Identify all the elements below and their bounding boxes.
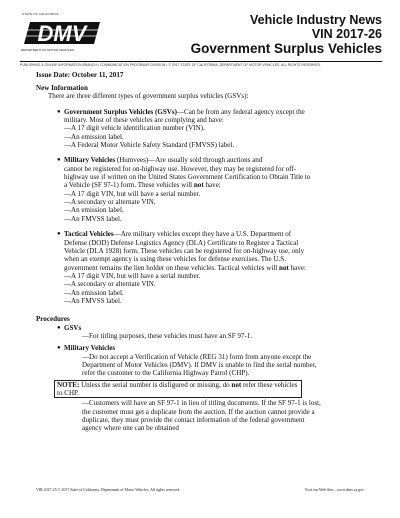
list-item: —An emission label. — [64, 288, 124, 297]
strapline: PUBLISHING & ONLINE INFORMATION BRANCH • COMMUNICATION PROGRAMS DIVISION • © 2017 STATE OF CALIFORNIA, DEPARTMENT OF MOTOR VEHICLES. ALL RIGHTS RESERVED. — [20, 63, 321, 67]
bullet-icon: ● — [57, 108, 61, 115]
list-item: —A 17 digit vehicle identification number (VIN). — [64, 124, 205, 133]
title-line-2: VIN 2017-26 — [311, 27, 382, 41]
proc-military-bullet: ● Military Vehicles — [57, 344, 116, 353]
logo-state-text: STATE OF CALIFORNIA — [22, 12, 59, 16]
proc-customer-text: —Customers will have an SF 97-1 in lieu of titling documents. If the SF 97-1 is lost, the customer must get a duplicate from the auction. If the auction cannot provide a duplicate, they must provide the contact information of the federal government agency where one can be obtained — [82, 399, 321, 433]
bullet-icon: ● — [57, 231, 61, 238]
list-item: —A Federal Motor Vehicle Safety Standard (FMVSS) label. — [64, 141, 235, 150]
proc-gsvs-bullet: ● GSVs — [57, 323, 82, 332]
title-line-3: Government Surplus Vehicles — [190, 41, 382, 56]
bullet-icon: ● — [57, 345, 61, 352]
new-info-intro: There are three different types of government surplus vehicles (GSVs): — [48, 92, 249, 101]
newsletter-titles — [191, 13, 382, 57]
procedures-heading: Procedures — [36, 315, 70, 324]
footer-website-link[interactable]: Visit our Web Site—www.dmv.ca.gov — [304, 488, 364, 492]
document-body — [36, 84, 372, 433]
list-item: —A secondary or alternate VIN. — [64, 280, 156, 289]
note-box: NOTE: Unless the serial number is disfigured or missing, do not refer these vehicles to CHP. — [54, 380, 302, 399]
list-item: —An emission label. — [64, 206, 124, 215]
dmv-logo — [20, 12, 106, 60]
title-line-1: Vehicle Industry News — [250, 13, 382, 27]
proc-military-text: —Do not accept a Verification of Vehicle (REG 31) form from anyone except the Department of Motor Vehicles (DMV). If DMV is unable to find the serial number, refer the customer to the California Highway Patrol (CHP). — [82, 352, 317, 378]
gsv-bullet: ● Government Surplus Vehicles (GSVs)—Can be from any federal agency except the military. Most of these vehicles are complying and have: —A 17 digit vehicle identification number (VIN). —An emission label. —A Federal Motor Vehicle Safety Standard (FMVSS) label. — [57, 107, 305, 150]
proc-gsvs-text: —For titling purposes, these vehicles must have an SF 97-1. — [82, 331, 253, 340]
dmv-logo-mark — [20, 18, 104, 48]
bullet-icon: ● — [57, 157, 61, 164]
bullet-icon: ● — [57, 324, 61, 331]
military-bullet: ● Military Vehicles (Humvees)—Are usually sold through auctions and cannot be registered for on-highway use. However, they may be registered for off- highway use if written on the United States Government Certification to Obtain Title to a Vehicle (SF 97-1) form. These vehicles will not have: —A 17 digit VIN, but will have a serial number. —A secondary or alternate VIN. —An emission label. —An FMVSS label. — [57, 156, 311, 223]
new-info-heading: New Information — [36, 84, 88, 92]
list-item: —An FMVSS label. — [64, 214, 122, 223]
list-item: —A 17 digit VIN, but will have a serial number. — [64, 271, 201, 280]
list-item: —A secondary or alternate VIN. — [64, 198, 156, 207]
footer-copyright: VIR 2017-25 © 2017 State of California, Department of Motor Vehicles. All rights reserved. — [36, 488, 180, 492]
list-item: —A 17 digit VIN, but will have a serial number. — [64, 189, 201, 198]
issue-date: Issue Date: October 11, 2017 — [36, 71, 124, 79]
tactical-bullet: ● Tactical Vehicles—Are military vehicles except they have a U.S. Department of Defense (DOD) Defense Logistics Agency (DLA) Certificate to Register a Tactical Vehicle (DLA 1928) form. These vehicles can be registered for on-highway use, only when an exempt agency is using these vehicles for defense exercises. The U.S. government remains the lien holder on these vehicles. Tactical vehicles will not have: —A 17 digit VIN, but will have a serial number. —A secondary or alternate VIN. —An emission label. —An FMVSS label. — [57, 230, 306, 305]
logo-dept-text: DEPARTMENT OF MOTOR VEHICLES — [21, 48, 74, 52]
list-item: —An emission label. — [64, 132, 124, 141]
page-header — [20, 12, 382, 60]
list-item: —An FMVSS label. — [64, 296, 122, 305]
logo-text: DMV — [37, 21, 87, 46]
note-label: NOTE: — [57, 380, 80, 389]
